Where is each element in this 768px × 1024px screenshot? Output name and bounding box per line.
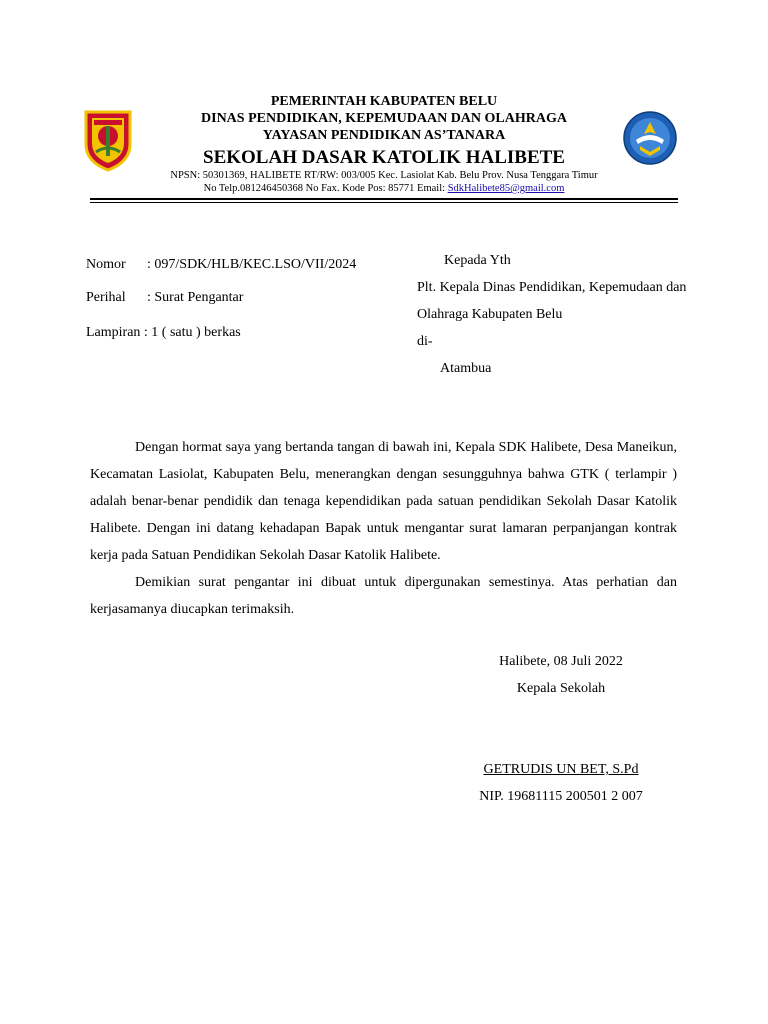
recipient-city: Atambua [440,361,492,376]
signature-nip: NIP. 19681115 200501 2 007 [479,789,643,804]
letterhead-address: NPSN: 50301369, HALIBETE RT/RW: 003/005 Kec. Lasiolat Kab. Belu Prov. Nusa Tenggara Timur [170,170,598,181]
body-paragraph-2: Demikian surat pengantar ini dibuat untuk dipergunakan semestinya. Atas perhatian dan kerjasamanya diucapkan terimaksih. [90,575,677,617]
signature-title: Kepala Sekolah [516,681,606,696]
letterhead-divider-thick [90,198,678,200]
letterhead-contact [0,183,768,194]
perihal-value: : Surat Pengantar [147,290,244,305]
recipient-line-3: di- [417,334,433,349]
nomor-value: : 097/SDK/HLB/KEC.LSO/VII/2024 [147,257,357,272]
letterhead-line-foundation: YAYASAN PENDIDIKAN AS’TANARA [262,128,506,143]
letterhead-line-government: PEMERINTAH KABUPATEN BELU [270,94,498,109]
letterhead-contact-text: No Telp.081246450368 No Fax. Kode Pos: 85771 Email: [203,183,448,194]
recipient-line-1: Plt. Kepala Dinas Pendidikan, Kepemudaan dan [417,280,687,295]
email-link[interactable]: SdkHalibete85@gmail.com [447,183,565,194]
letterhead-school-name: SEKOLAH DASAR KATOLIK HALIBETE [203,147,565,168]
signature-place-date: Halibete, 08 Juli 2022 [499,654,623,669]
letterhead-divider-thin [90,202,678,203]
body-paragraph-1: Dengan hormat saya yang bertanda tangan di bawah ini, Kepala SDK Halibete, Desa Maneikun, Kecamatan Lasiolat, Kabupaten Belu, menerangkan dengan sesungguhnya bahwa GTK ( terlampir ) adalah benar-benar pendidik dan tenaga kependidikan pada satuan pendidikan Sekolah Dasar Katolik Halibete. Dengan ini datang kehadapan Bapak untuk mengantar surat lamaran perpanjangan kontrak kerja pada Satuan Pendidikan Sekolah Dasar Katolik Halibete. [90,440,677,563]
nomor-label: Nomor [86,257,126,272]
recipient-line-2: Olahraga Kabupaten Belu [417,307,563,322]
signature-name: GETRUDIS UN BET, S.Pd [483,762,639,777]
lampiran: Lampiran : 1 ( satu ) berkas [86,325,241,340]
perihal-label: Perihal [86,290,126,305]
recipient-greeting: Kepada Yth [444,253,511,268]
letterhead-line-agency: DINAS PENDIDIKAN, KEPEMUDAAN DAN OLAHRAGA [201,111,567,126]
